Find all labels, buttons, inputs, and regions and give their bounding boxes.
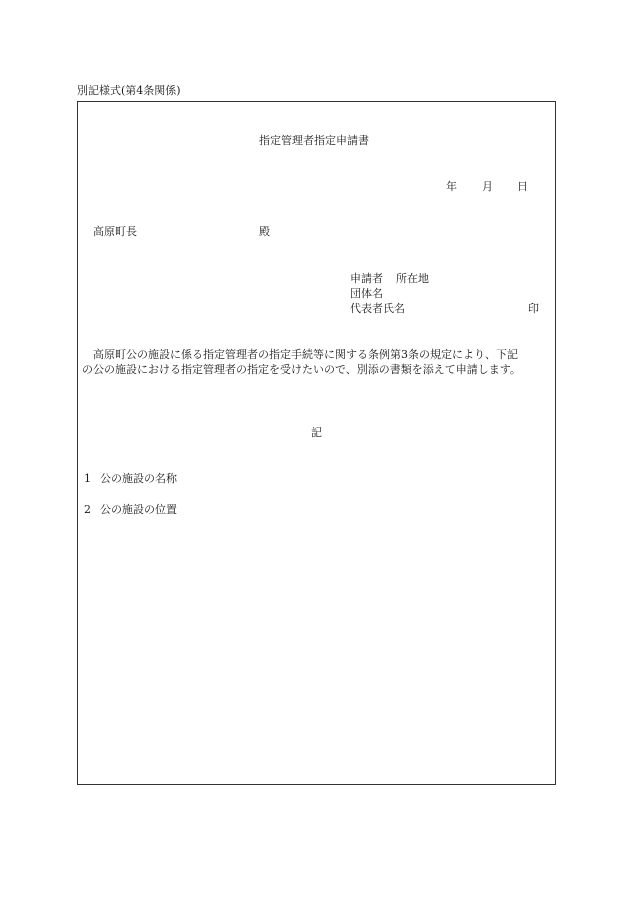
item-number: 2 <box>84 503 91 516</box>
applicant-label: 申請者 <box>350 272 383 285</box>
item-label: 公の施設の位置 <box>100 503 177 516</box>
form-label: 別記様式(第4条関係) <box>77 84 181 97</box>
date-month-label: 月 <box>482 180 493 193</box>
note-heading: 記 <box>311 426 322 439</box>
body-text-line-2: の公の施設における指定管理者の指定を受けたいので、別添の書類を添えて申請します。 <box>82 363 521 376</box>
addressee-honorific: 殿 <box>259 225 270 238</box>
address-label: 所在地 <box>396 272 429 285</box>
form-frame <box>77 101 556 785</box>
seal-mark: 印 <box>528 302 539 315</box>
date-year-label: 年 <box>446 180 457 193</box>
addressee-name: 高原町長 <box>93 225 137 238</box>
document-title: 指定管理者指定申請書 <box>259 134 369 147</box>
item-label: 公の施設の名称 <box>100 472 177 485</box>
organization-label: 団体名 <box>350 287 383 300</box>
representative-label: 代表者氏名 <box>350 302 405 315</box>
body-text-line-1: 高原町公の施設に係る指定管理者の指定手続等に関する条例第3条の規定により、下記 <box>93 348 518 361</box>
item-number: 1 <box>84 472 91 485</box>
date-day-label: 日 <box>517 180 528 193</box>
